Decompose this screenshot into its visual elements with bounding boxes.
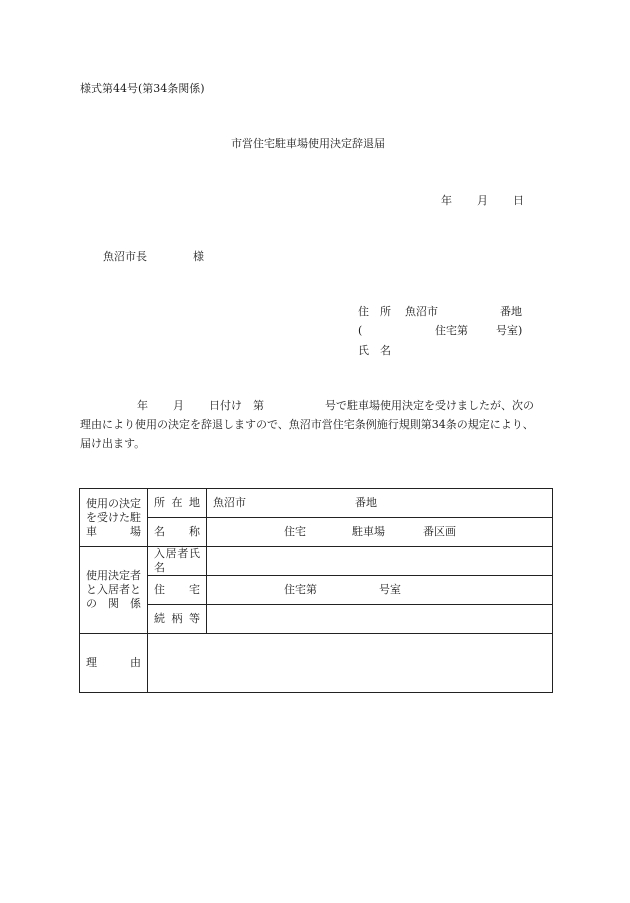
reason-label: 理由	[80, 634, 148, 693]
applicant-address	[358, 305, 522, 319]
body-line-1	[80, 399, 534, 413]
applicant-housing-number: 住宅第	[435, 324, 468, 337]
body-date-number: 日付け 第	[209, 399, 264, 412]
body-line-1-rest: 号で駐車場使用決定を受けましたが、次の	[325, 399, 534, 412]
housing-number: 住宅第	[284, 583, 317, 596]
applicant-paren-open: (	[358, 324, 363, 337]
reason-cell[interactable]	[148, 634, 553, 693]
resident-name-label: 入居者氏名	[148, 547, 207, 576]
info-table	[79, 488, 553, 693]
location-label: 所在地	[148, 489, 207, 518]
form-number: 様式第44号(第34条関係)	[80, 82, 205, 95]
name-section: 番区画	[423, 525, 456, 538]
location-banchi: 番地	[355, 496, 377, 509]
date-month: 月	[477, 194, 488, 207]
relation-cell[interactable]	[207, 605, 553, 634]
name-parking: 駐車場	[352, 525, 385, 538]
applicant-name	[358, 344, 391, 358]
applicant-address-label: 住 所	[358, 305, 391, 318]
housing-room: 号室	[379, 583, 401, 596]
addressee-honorific: 様	[193, 250, 204, 263]
relation-label: 続柄等	[148, 605, 207, 634]
body-month: 月	[173, 399, 184, 412]
applicant-name-label: 氏 名	[358, 344, 391, 357]
date-day: 日	[513, 194, 524, 207]
relation-section-label: 使用決定者と入居者との関係	[80, 547, 148, 634]
body-line-3: 届け出ます。	[80, 437, 146, 450]
addressee-name: 魚沼市長	[103, 250, 147, 263]
applicant-address-city: 魚沼市	[405, 305, 438, 318]
body-line-2: 理由により使用の決定を辞退しますので、魚沼市営住宅条例施行規則第34条の規定により、	[80, 418, 534, 431]
body-year: 年	[137, 399, 148, 412]
date-year: 年	[441, 194, 452, 207]
applicant-housing	[358, 324, 522, 338]
housing-label: 住宅	[148, 576, 207, 605]
addressee	[103, 250, 204, 264]
name-housing: 住宅	[284, 525, 306, 538]
applicant-address-banchi: 番地	[500, 305, 522, 318]
date-line	[441, 194, 524, 208]
location-cell[interactable]	[207, 489, 553, 518]
housing-cell[interactable]	[207, 576, 553, 605]
document-title: 市営住宅駐車場使用決定辞退届	[231, 137, 385, 150]
name-cell[interactable]	[207, 518, 553, 547]
applicant-housing-room: 号室)	[496, 324, 523, 337]
resident-name-cell[interactable]	[207, 547, 553, 576]
name-label: 名称	[148, 518, 207, 547]
location-city: 魚沼市	[213, 496, 246, 509]
parking-section-label: 使用の決定を受けた駐車場	[80, 489, 148, 547]
